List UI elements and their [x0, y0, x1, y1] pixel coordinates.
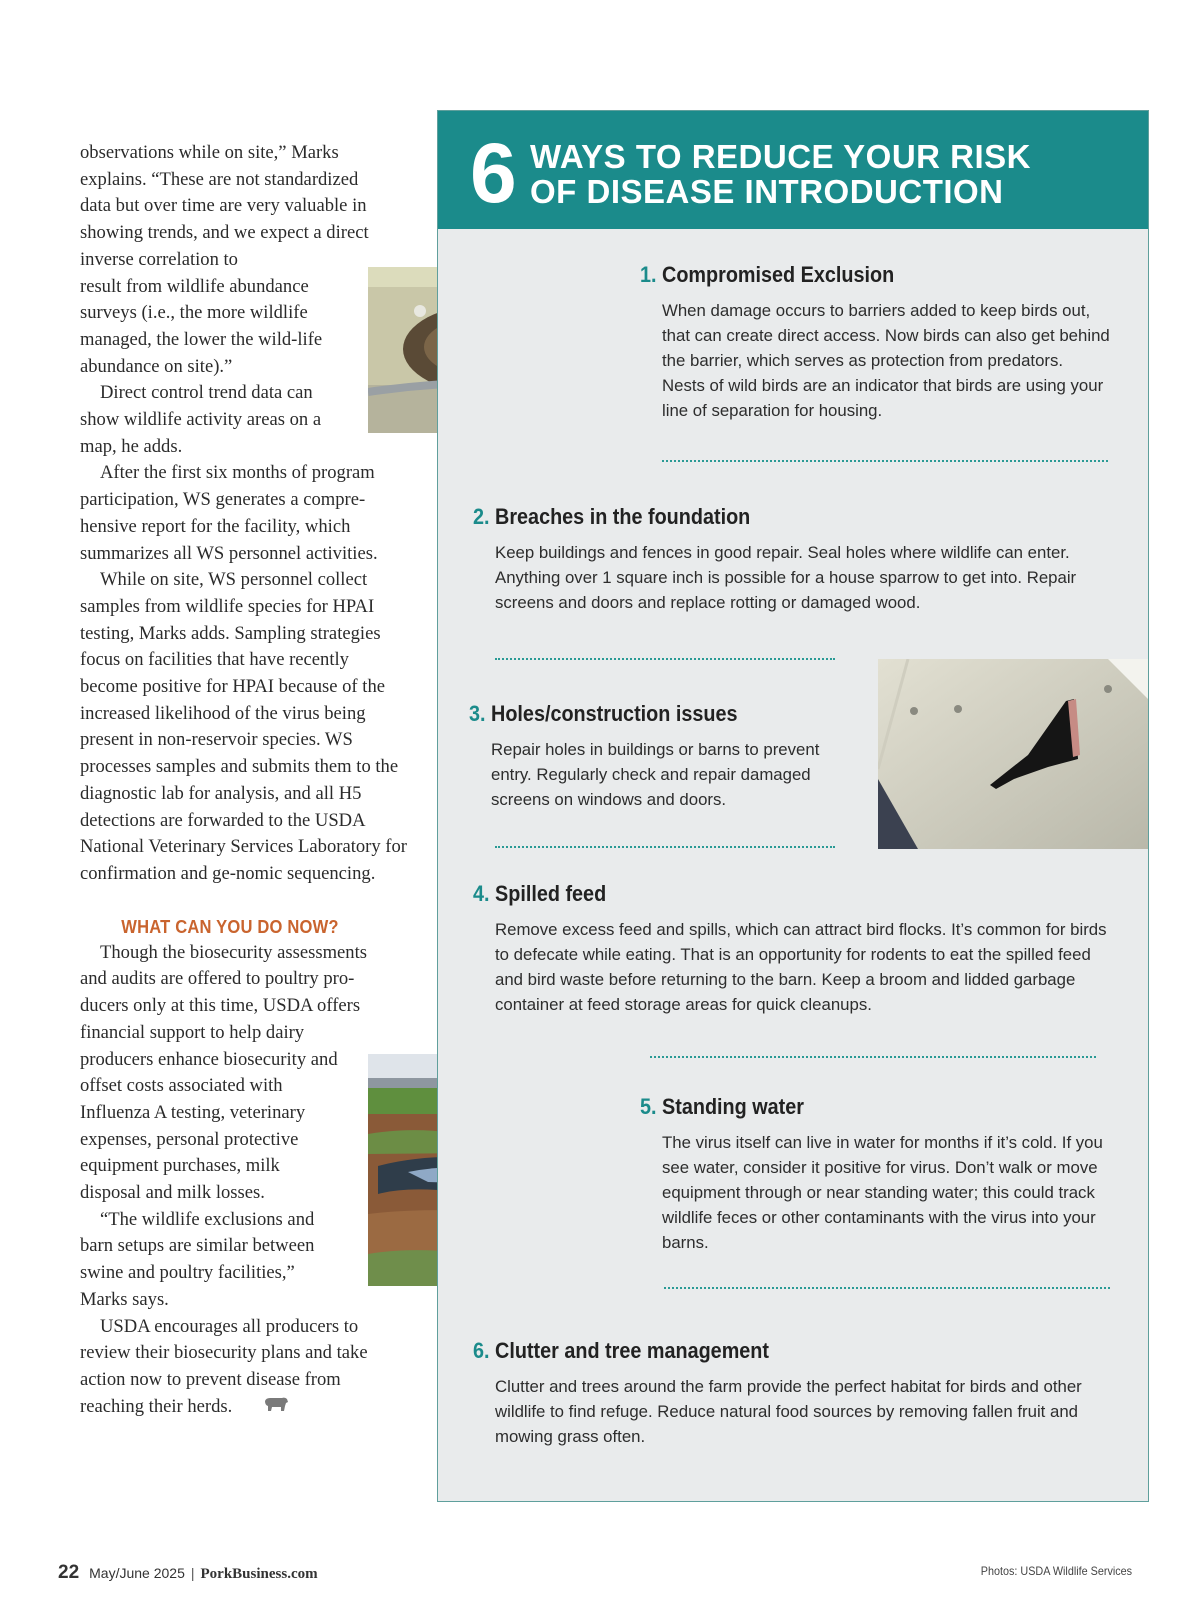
article-paragraph: result from wildlife abundance surveys (i.e., the more wildlife managed, the lower the wild-life abundance on site).” — [80, 275, 323, 377]
article-paragraph: observations while on site,” Marks explains. “These are not standardized data but over time are very valuable in showing trends, and we expect a direct inverse correlation to — [80, 142, 369, 270]
page-number: 22 — [58, 1562, 80, 1583]
footer-separator: | — [190, 1565, 195, 1581]
tip-body: Remove excess feed and spills, which can attract bird flocks. It’s common for birds to defecate while eating. That is an opportunity for rodents to eat the spilled feed and bird waste before returning to the barn. Keep a broom and lidded garbage container at feed storage areas for quick cleanups. — [495, 920, 1107, 1014]
article-paragraph: financial support to help dairy producers enhance biosecurity and offset costs associated with Influenza A testing, veterinary expenses, personal protective equipment purchases, milk disposal and milk losses. — [80, 1021, 338, 1204]
photo-credit: Photos: USDA Wildlife Services — [980, 1564, 1132, 1578]
dotted-divider — [662, 460, 1108, 462]
dotted-divider — [664, 1287, 1110, 1289]
tip-item — [640, 261, 1110, 423]
sidebar-title — [530, 139, 1130, 209]
issue-date: May/June 2025 — [89, 1565, 185, 1581]
tip-title: Compromised Exclusion — [662, 262, 895, 287]
page-footer — [58, 1562, 318, 1584]
tip-number: 2. — [473, 504, 490, 529]
tip-title: Standing water — [662, 1094, 804, 1119]
publication-site: PorkBusiness.com — [200, 1566, 318, 1582]
article-paragraph — [80, 1314, 396, 1421]
article-paragraph: After the first six months of program participation, WS generates a compre-hensive report for the facility, which summarizes all WS personnel activities. — [80, 462, 378, 564]
dotted-divider — [495, 658, 835, 660]
tip-number: 6. — [473, 1338, 490, 1363]
tip-body: Clutter and trees around the farm provide the perfect habitat for birds and other wildlife to find refuge. Reduce natural food sources by removing fallen fruit and mowing grass often. — [495, 1377, 1082, 1446]
tip-body: Repair holes in buildings or barns to prevent entry. Regularly check and repair damaged screens on windows and doors. — [491, 740, 820, 809]
tip-item — [473, 503, 1113, 615]
article-paragraph: Though the biosecurity assessments and audits are offered to poultry pro-ducers only at this time, USDA offers — [80, 941, 367, 1017]
sidebar-title-line-1: WAYS TO REDUCE YOUR RISK — [530, 138, 1031, 175]
article-paragraph: Direct control trend data can show wildlife activity areas on a map, he adds. — [80, 382, 322, 457]
sidebar-header — [438, 111, 1148, 229]
article-body — [80, 140, 410, 1421]
tip-item — [469, 700, 849, 812]
tip-title: Spilled feed — [495, 881, 607, 906]
sidebar-number: 6 — [470, 126, 517, 220]
tip-number: 1. — [640, 262, 657, 287]
tip-body: When damage occurs to barriers added to keep birds out, that can create direct access. Now birds can also get behind the barrier, which serves as protection from predators. Nests of wild birds are an indicator that birds are using your line of separation for housing. — [662, 301, 1110, 420]
tip-title: Breaches in the foundation — [495, 504, 751, 529]
dotted-divider — [495, 846, 835, 848]
tip-body: The virus itself can live in water for months if it’s cold. If you see water, consider it positive for virus. Don’t walk or move equipment through or near standing water; this could track wildlife feces or other contaminants with the virus into your barns. — [662, 1133, 1103, 1252]
article-paragraph: While on site, WS personnel collect samples from wildlife species for HPAI testing, Marks adds. Sampling strategies focus on facilities that have recently become positive for HPAI because of the increased likelihood of the virus being present in non-reservoir species. WS processes samples and submits them to the diagnostic lab for analysis, and all H5 detections are forwarded to the USDA National Veterinary Services Laboratory for confirmation and ge-nomic sequencing. — [80, 569, 407, 884]
tip-item — [473, 880, 1113, 1017]
dotted-divider — [650, 1056, 1096, 1058]
tip-number: 3. — [469, 701, 486, 726]
pig-end-mark-icon — [243, 1394, 289, 1421]
tip-number: 5. — [640, 1094, 657, 1119]
sidebar-title-line-2: OF DISEASE INTRODUCTION — [530, 173, 1004, 210]
tip-item — [640, 1093, 1110, 1255]
tip-title: Clutter and tree management — [495, 1338, 770, 1363]
siding-hole-photo — [878, 659, 1148, 849]
article-paragraph: “The wildlife exclusions and barn setups are similar between swine and poultry facilities,” Marks says. — [80, 1208, 315, 1310]
tip-number: 4. — [473, 881, 490, 906]
tip-body: Keep buildings and fences in good repair. Seal holes where wildlife can enter. Anything over 1 square inch is possible for a house sparrow to get into. Repair screens and doors and replace rotting or damaged wood. — [495, 543, 1077, 612]
tip-item — [473, 1337, 1113, 1449]
section-subhead: WHAT CAN YOU DO NOW? — [121, 916, 339, 937]
tip-title: Holes/construction issues — [491, 701, 738, 726]
sidebar-box — [437, 110, 1149, 1502]
article-closing-text: USDA encourages all producers to review their biosecurity plans and take action now to prevent disease from reaching their herds. — [80, 1315, 368, 1417]
